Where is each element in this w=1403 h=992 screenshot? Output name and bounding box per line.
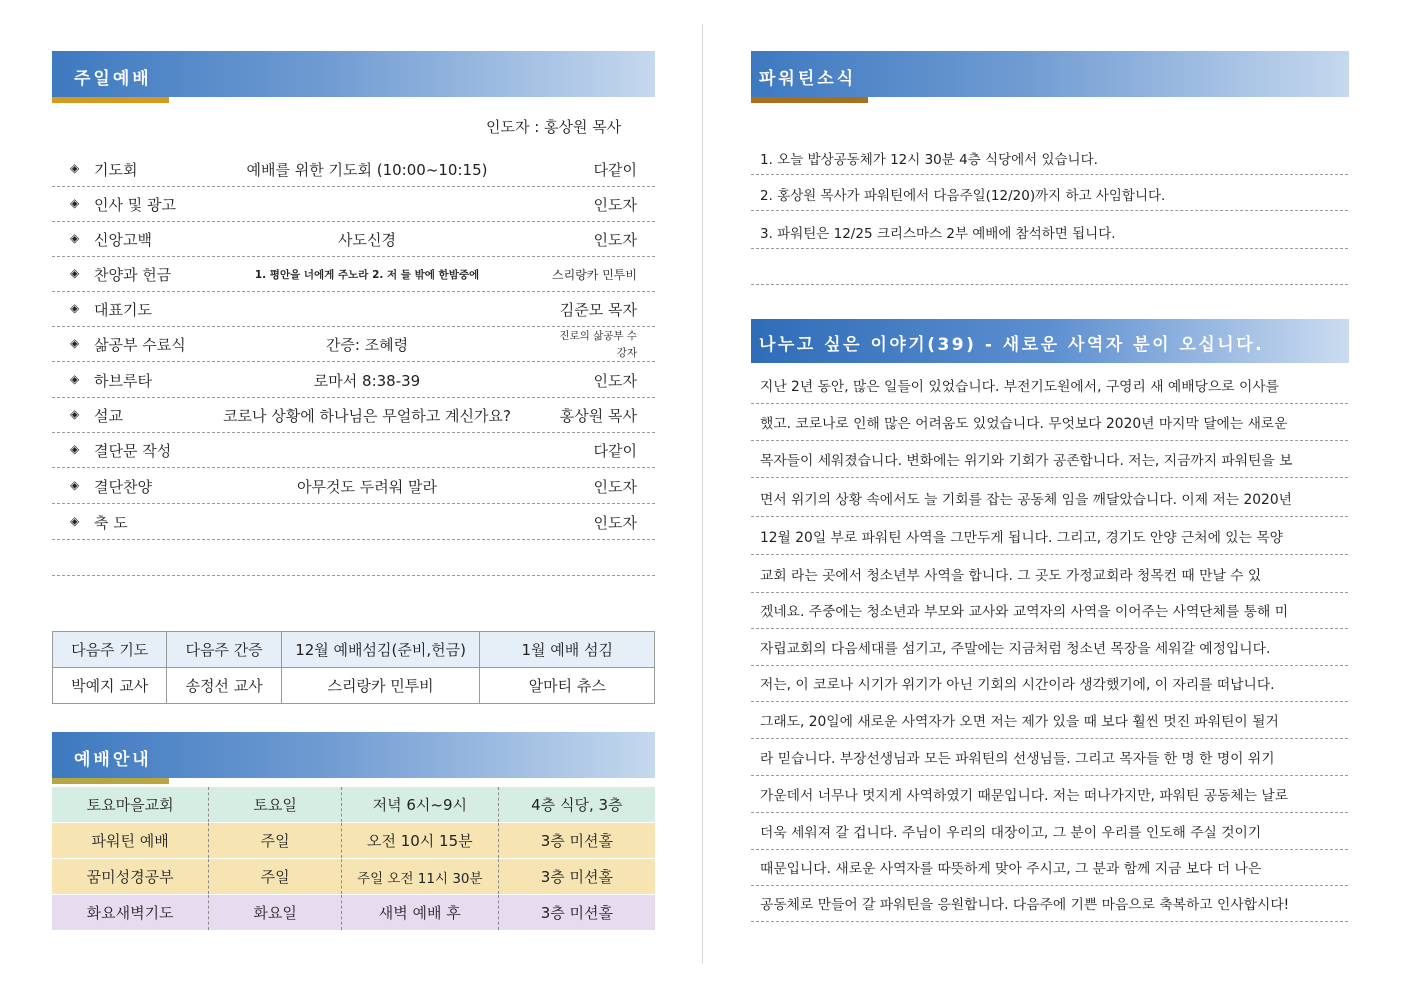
order-who: 인도자 (593, 372, 637, 390)
order-row (52, 433, 655, 468)
story-line (751, 555, 1348, 593)
order-content: 로마서 8:38-39 (313, 372, 421, 390)
divider (751, 284, 1348, 285)
guide-cell: 토요마을교회 (52, 787, 209, 823)
guide-cell: 화요일 (209, 895, 342, 931)
story-text: 했고. 코로나로 인해 많은 어려움도 있었습니다. 무엇보다 2020년 마지막 달에는 새로운 (760, 416, 1288, 432)
story-line (751, 479, 1348, 517)
worship-leader: 인도자 : 홍상원 목사 (486, 118, 622, 136)
story-text: 12월 20일 부로 파워틴 사역을 그만두게 됩니다. 그리고, 경기도 안양 근처에 있는 목양 (760, 530, 1283, 546)
diamond-bullet-icon: ◈ (70, 372, 80, 386)
story-line (751, 701, 1348, 739)
guide-cell: 4층 식당, 3층 (498, 787, 655, 823)
order-content: 예배를 위한 기도회 (10:00~10:15) (246, 161, 488, 179)
story-text: 자립교회의 다음세대를 섬기고, 주말에는 지금처럼 청소년 목장을 세워갈 예정입니다. (760, 641, 1271, 657)
news-title: 파워틴소식 (759, 69, 857, 89)
order-who: 스리랑카 민투비 (552, 268, 637, 282)
guide-cell: 새벽 예배 후 (341, 895, 498, 931)
guide-row (52, 787, 655, 823)
worship-banner-accent (52, 97, 169, 103)
diamond-bullet-icon: ◈ (70, 301, 80, 315)
page-divider (702, 24, 703, 964)
order-item: 신앙고백 (94, 231, 152, 249)
story-line (751, 440, 1348, 478)
guide-cell: 주일 (209, 823, 342, 859)
order-item: 삶공부 수료식 (94, 336, 186, 354)
story-line (751, 591, 1348, 629)
guide-cell: 주일 오전 11시 30분 (341, 859, 498, 895)
story-line (751, 664, 1348, 702)
order-item: 기도회 (94, 161, 138, 179)
story-line (751, 812, 1348, 850)
order-content: 아무것도 두려워 말라 (297, 478, 437, 496)
story-text: 그래도, 20일에 새로운 사역자가 오면 저는 제가 있을 때 보다 훨씬 멋진 파워틴이 될거 (760, 714, 1279, 730)
order-row (52, 469, 655, 504)
news-item (751, 174, 1348, 211)
news-banner-accent (751, 97, 868, 103)
order-item: 결단문 작성 (94, 442, 172, 460)
duty-value: 송정선 교사 (167, 668, 281, 704)
order-row (52, 398, 655, 433)
guide-banner-accent (52, 778, 169, 784)
duty-value: 알마티 츄스 (480, 668, 655, 704)
order-row (52, 363, 655, 398)
story-text: 때문입니다. 새로운 사역자를 따뜻하게 맞아 주시고, 그 분과 함께 지금 보다 더 나은 (760, 861, 1262, 877)
story-text: 면서 위기의 상황 속에서도 늘 기회를 잡는 공동체 임을 깨달았습니다. 이제 저는 2020년 (760, 492, 1292, 508)
divider (52, 575, 655, 576)
order-who: 인도자 (593, 196, 637, 214)
duty-header: 1월 예배 섬김 (480, 632, 655, 668)
order-row (52, 222, 655, 257)
story-text: 라 믿습니다. 부장선생님과 모든 파워틴의 선생님들. 그리고 목자들 한 명 한 명이 위기 (760, 751, 1275, 767)
order-content: 1. 평안을 너에게 주노라 2. 저 들 밖에 한밤중에 (254, 269, 480, 281)
order-row (52, 505, 655, 540)
story-line (751, 848, 1348, 886)
order-content: 사도신경 (338, 231, 396, 249)
duty-value-row (53, 668, 655, 704)
order-who: 다같이 (593, 442, 637, 460)
guide-cell: 토요일 (209, 787, 342, 823)
news-item (751, 138, 1348, 175)
guide-cell: 3층 미션홀 (498, 859, 655, 895)
order-row (52, 292, 655, 327)
duty-header: 12월 예배섬김(준비,헌금) (281, 632, 480, 668)
order-who: 인도자 (593, 478, 637, 496)
diamond-bullet-icon: ◈ (70, 407, 80, 421)
story-text: 더욱 세워져 갈 겁니다. 주님이 우리의 대장이고, 그 분이 우리를 인도해 주실 것이기 (760, 825, 1262, 841)
diamond-bullet-icon: ◈ (70, 196, 80, 210)
guide-title: 예배안내 (74, 750, 152, 770)
worship-banner (52, 51, 655, 97)
story-text: 교회 라는 곳에서 청소년부 사역을 합니다. 그 곳도 가정교회라 청목컨 때 만날 수 있 (760, 568, 1262, 584)
order-content: 코로나 상황에 하나님은 무얼하고 계신가요? (223, 407, 511, 425)
order-content: 간증: 조혜령 (325, 336, 409, 354)
guide-cell: 꿈미성경공부 (52, 859, 209, 895)
duty-value: 박예지 교사 (53, 668, 167, 704)
diamond-bullet-icon: ◈ (70, 266, 80, 280)
order-item: 찬양과 헌금 (94, 266, 172, 284)
story-text: 겠네요. 주중에는 청소년과 부모와 교사와 교역자의 사역을 이어주는 사역단체를 통해 미 (760, 604, 1289, 620)
news-text: 1. 오늘 밥상공동체가 12시 30분 4층 식당에서 있습니다. (760, 152, 1098, 168)
story-line (751, 775, 1348, 813)
guide-cell: 화요새벽기도 (52, 895, 209, 931)
worship-title: 주일예배 (74, 69, 152, 89)
diamond-bullet-icon: ◈ (70, 336, 80, 350)
guide-cell: 파워틴 예배 (52, 823, 209, 859)
order-item: 축 도 (94, 514, 128, 532)
story-line (751, 884, 1348, 922)
guide-row (52, 823, 655, 859)
story-text: 가운데서 너무나 멋지게 사역하였기 때문입니다. 저는 떠나가지만, 파워틴 공동체는 날로 (760, 788, 1289, 804)
story-line (751, 738, 1348, 776)
news-text: 2. 홍상원 목사가 파워틴에서 다음주일(12/20)까지 하고 사임합니다. (760, 188, 1166, 204)
order-row (52, 327, 655, 362)
order-item: 하브루타 (94, 372, 152, 390)
news-banner (751, 51, 1349, 97)
guide-cell: 3층 미션홀 (498, 895, 655, 931)
order-row (52, 257, 655, 292)
guide-banner (52, 732, 655, 778)
order-who: 인도자 (593, 231, 637, 249)
order-who: 진로의 삶공부 수강자 (559, 330, 637, 359)
worship-guide-table (52, 787, 655, 931)
story-title: 나누고 싶은 이야기(39) - 새로운 사역자 분이 오십니다. (759, 335, 1265, 355)
story-line (751, 403, 1348, 441)
story-text: 목자들이 세워졌습니다. 변화에는 위기와 기회가 공존합니다. 저는, 지금까지 파워틴을 보 (760, 453, 1293, 469)
guide-row (52, 895, 655, 931)
order-item: 인사 및 광고 (94, 196, 176, 214)
order-who: 인도자 (593, 514, 637, 532)
duty-table (52, 631, 655, 704)
diamond-bullet-icon: ◈ (70, 231, 80, 245)
guide-cell: 3층 미션홀 (498, 823, 655, 859)
order-row (52, 187, 655, 222)
story-text: 공동체로 만들어 갈 파워틴을 응원합니다. 다음주에 기쁜 마음으로 축복하고 인사합시다! (760, 897, 1290, 913)
duty-header-row (53, 632, 655, 668)
news-item (751, 212, 1348, 249)
guide-cell: 주일 (209, 859, 342, 895)
order-item: 대표기도 (94, 301, 152, 319)
order-row (52, 152, 655, 187)
order-who: 김준모 목자 (559, 301, 637, 319)
order-item: 결단찬양 (94, 478, 152, 496)
diamond-bullet-icon: ◈ (70, 161, 80, 175)
news-text: 3. 파워틴은 12/25 크리스마스 2부 예배에 참석하면 됩니다. (760, 226, 1116, 242)
duty-header: 다음주 간증 (167, 632, 281, 668)
diamond-bullet-icon: ◈ (70, 478, 80, 492)
order-item: 설교 (94, 407, 123, 425)
story-line (751, 628, 1348, 666)
order-who: 홍상원 목사 (559, 407, 637, 425)
guide-cell: 저녁 6시~9시 (341, 787, 498, 823)
guide-cell: 오전 10시 15분 (341, 823, 498, 859)
guide-row (52, 859, 655, 895)
diamond-bullet-icon: ◈ (70, 442, 80, 456)
duty-value: 스리랑카 민투비 (281, 668, 480, 704)
story-text: 지난 2년 동안, 많은 일들이 있었습니다. 부전기도원에서, 구영리 새 예배당으로 이사를 (760, 379, 1279, 395)
story-text: 저는, 이 코로나 시기가 위기가 아닌 기회의 시간이라 생각했기에, 이 자리를 떠납니다. (760, 677, 1275, 693)
story-line (751, 366, 1348, 404)
duty-header: 다음주 기도 (53, 632, 167, 668)
story-line (751, 517, 1348, 555)
diamond-bullet-icon: ◈ (70, 514, 80, 528)
story-banner (751, 319, 1349, 363)
order-who: 다같이 (593, 161, 637, 179)
